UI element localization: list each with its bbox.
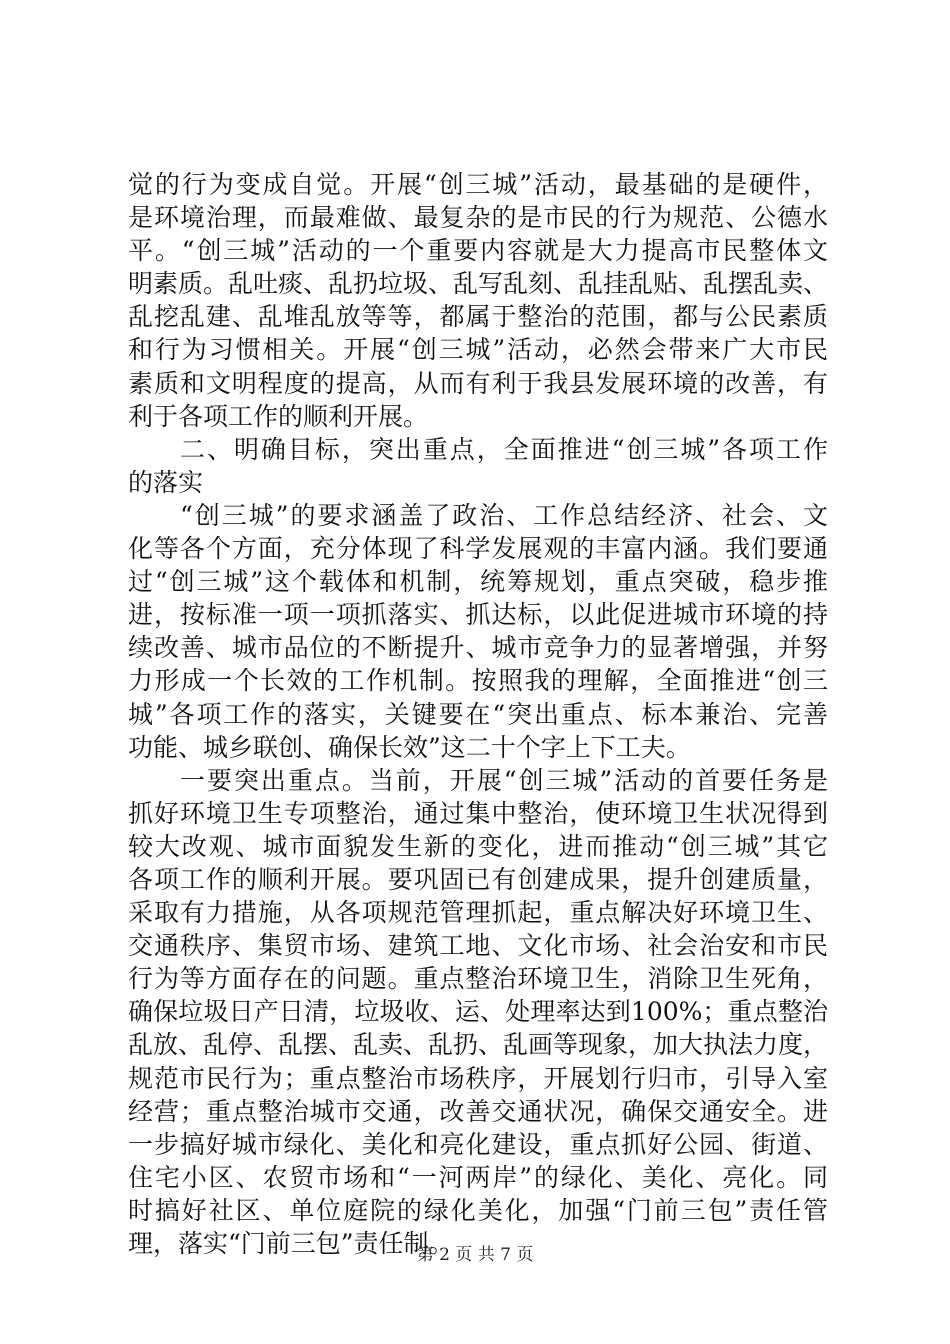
text-line: 进，按标准一项一项抓落实、抓达标，以此促进城市环境的持: [128, 600, 828, 630]
text-line: 化等各个方面，充分体现了科学发展观的丰富内涵。我们要通: [128, 534, 828, 564]
text-line: 明素质。乱吐痰、乱扔垃圾、乱写乱刻、乱挂乱贴、乱摆乱卖、: [128, 269, 829, 299]
section-heading-line: 二、明确目标，突出重点，全面推进“创三城”各项工作: [180, 434, 828, 464]
text-line: 住宅小区、农贸市场和“一河两岸”的绿化、美化、亮化。同: [128, 1162, 828, 1192]
document-body: [128, 168, 828, 1260]
text-line: 乱挖乱建、乱堆乱放等等，都属于整治的范围，都与公民素质: [128, 302, 828, 332]
text-line: 抓好环境卫生专项整治，通过集中整治，使环境卫生状况得到: [128, 798, 828, 828]
section-heading-line: 的落实: [128, 467, 204, 497]
text-line: 各项工作的顺利开展。要巩固已有创建成果，提升创建质量，: [128, 864, 828, 894]
text-line: 经营；重点整治城市交通，改善交通状况，确保交通安全。进: [128, 1096, 828, 1126]
text-line: “创三城”的要求涵盖了政治、工作总结经济、社会、文: [180, 500, 828, 530]
text-line: 和行为习惯相关。开展“创三城”活动，必然会带来广大市民: [128, 335, 828, 365]
text-line: 平。“创三城”活动的一个重要内容就是大力提高市民整体文: [128, 236, 828, 266]
text-line: 觉的行为变成自觉。开展“创三城”活动，最基础的是硬件，: [128, 170, 828, 199]
text-line: 确保垃圾日产日清，垃圾收、运、处理率达到100%；重点整治: [128, 997, 828, 1027]
text-line: 交通秩序、集贸市场、建筑工地、文化市场、社会治安和市民: [128, 931, 828, 961]
text-line: 力形成一个长效的工作机制。按照我的理解，全面推进“创三: [128, 666, 828, 696]
text-line: 城”各项工作的落实，关键要在“突出重点、标本兼治、完善: [128, 699, 828, 729]
text-line: 规范市民行为；重点整治市场秩序，开展划行归市，引导入室: [128, 1063, 828, 1093]
text-line: 理，落实“门前三包”责任制。: [128, 1229, 454, 1258]
text-line: 行为等方面存在的问题。重点整治环境卫生，消除卫生死角，: [128, 964, 828, 994]
text-line: 是环境治理，而最难做、最复杂的是市民的行为规范、公德水: [128, 203, 828, 233]
text-line: 续改善、城市品位的不断提升、城市竞争力的显著增强，并努: [128, 633, 828, 663]
text-line: 采取有力措施，从各项规范管理抓起，重点解决好环境卫生、: [128, 898, 828, 928]
text-line: 利于各项工作的顺利开展。: [128, 401, 429, 431]
text-line: 一要突出重点。当前，开展“创三城”活动的首要任务是: [180, 765, 828, 795]
text-line: 时搞好社区、单位庭院的绿化美化，加强“门前三包”责任管: [128, 1195, 828, 1225]
text-line: 过“创三城”这个载体和机制，统筹规划，重点突破，稳步推: [128, 567, 828, 597]
text-line: 功能、城乡联创、确保长效”这二十个字上下工夫。: [128, 732, 691, 762]
text-line: 较大改观、城市面貌发生新的变化，进而推动“创三城”其它: [128, 831, 828, 861]
page-number-footer: 第 2 页 共 7 页: [416, 1245, 534, 1265]
text-line: 一步搞好城市绿化、美化和亮化建设，重点抓好公园、街道、: [128, 1129, 828, 1159]
text-line: 素质和文明程度的提高，从而有利于我县发展环境的改善，有: [128, 368, 828, 398]
text-line: 乱放、乱停、乱摆、乱卖、乱扔、乱画等现象，加大执法力度，: [128, 1030, 829, 1060]
